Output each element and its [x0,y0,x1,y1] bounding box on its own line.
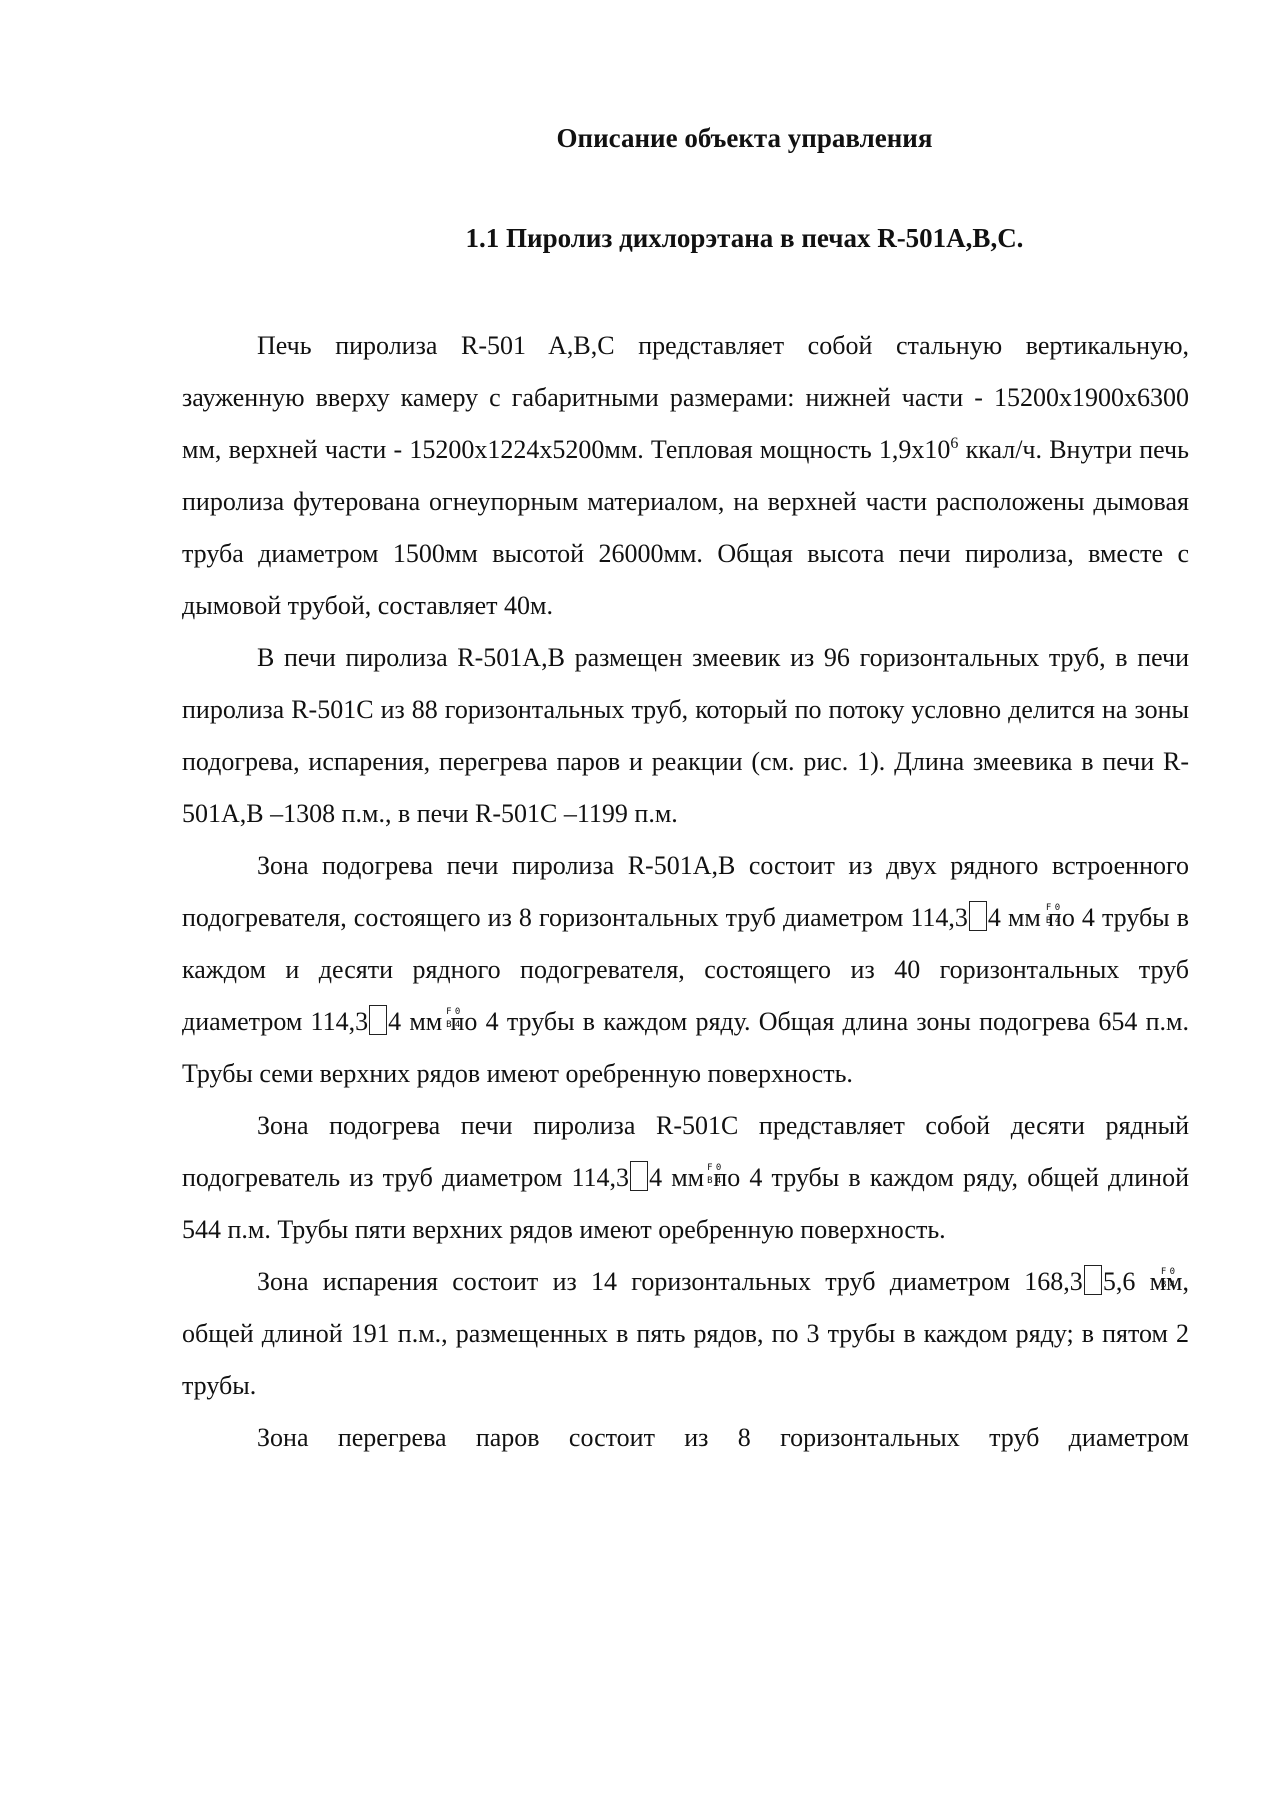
paragraph-text: Зона подогрева печи пиролиза R-501C представляет собой десяти рядный подогреватель из труб диаметром 114,3 [182,1111,1189,1192]
missing-glyph-icon [1084,1265,1102,1295]
paragraph-text: В печи пиролиза R-501A,B размещен змеевик из 96 горизонтальных труб, в печи пиролиза R-501C из 88 горизонтальных труб, который по потоку условно делится на зоны подогрева, испарения, перегрева паров и реакции (см. рис. 1). Длина змеевика в печи R-501A,B –1308 п.м., в печи R-501C –1199 п.м. [182,643,1189,828]
document-title: Описание объекта управления [556,123,933,153]
paragraph-evaporation-zone [182,1256,1189,1412]
paragraph-text: Печь пиролиза R-501 A,B,C представляет собой стальную вертикальную, зауженную вверху камеру с габаритными размерами: нижней части - 15200х1900х6300 мм, верхней части - 15200х1224х5200мм. Тепловая мощность 1,9х10 [182,331,1189,464]
missing-glyph-icon [369,1005,387,1035]
missing-glyph-icon [969,901,987,931]
superscript-exponent: 6 [950,435,959,452]
paragraph-text: 4 мм по 4 трубы в каждом и десяти рядного подогревателя, состоящего из 40 горизонтальных труб диаметром 114,3 [182,903,1189,1036]
paragraph-text: ккал/ч. Внутри печь пиролиза футерована огнеупорным материалом, на верхней части расположены дымовая труба диаметром 1500мм высотой 26000мм. Общая высота печи пиролиза, вместе с дымовой трубой, составляет 40м. [182,435,1189,620]
paragraph-furnace-description [182,320,1189,632]
paragraph-coil-description [182,632,1189,840]
paragraph-text: Зона подогрева печи пиролиза R-501A,B состоит из двух рядного встроенного подогревателя, состоящего из 8 горизонтальных труб диаметром 114,3 [182,851,1189,932]
paragraph-text: 4 мм по 4 трубы в каждом ряду. Общая длина зоны подогрева 654 п.м. Трубы семи верхних рядов имеют оребренную поверхность. [182,1007,1189,1088]
paragraph-text: Зона перегрева паров состоит из 8 горизонтальных труб диаметром [257,1423,1189,1452]
paragraph-text: 4 мм по 4 трубы в каждом ряду, общей длиной 544 п.м. Трубы пяти верхних рядов имеют оребренную поверхность. [182,1163,1190,1244]
paragraph-heating-zone-c [182,1100,1189,1256]
section-heading: 1.1 Пиролиз дихлорэтана в печах R-501A,B,C. [465,223,1024,253]
document-body [182,320,1189,1464]
paragraph-heating-zone-ab [182,840,1189,1100]
paragraph-text: 5,6 мм, общей длиной 191 п.м., размещенных в пять рядов, по 3 трубы в каждом ряду; в пятом 2 трубы. [182,1267,1189,1400]
missing-glyph-icon [630,1161,648,1191]
paragraph-superheat-zone [182,1412,1189,1464]
paragraph-text: Зона испарения состоит из 14 горизонтальных труб диаметром 168,3 [257,1267,1083,1296]
